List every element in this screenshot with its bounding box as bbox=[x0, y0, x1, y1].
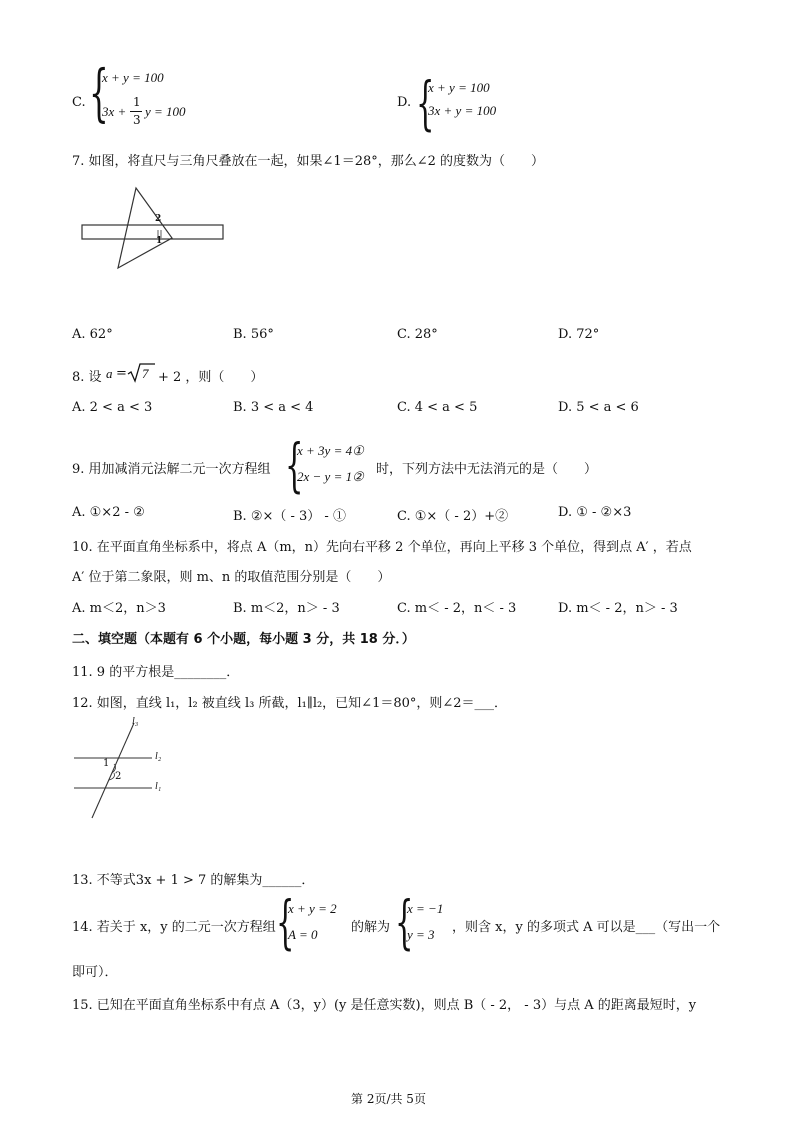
q15-text: 15. 已知在平面直角坐标系中有点 A（3，y）(y 是任意实数)，则点 B（ - 2， - 3）与点 A 的距离最短时，y bbox=[72, 998, 697, 1013]
q6-option-d-brace: { bbox=[416, 69, 435, 137]
q14-system-equation-1: x + y = 2 bbox=[288, 901, 337, 916]
q8-stem-tail: + 2 ，则（ ） bbox=[158, 370, 264, 385]
q8-option-a: A. 2 < a < 3 bbox=[72, 400, 153, 415]
q14-system-equation-2: A = 0 bbox=[288, 927, 318, 942]
q9-option-c: C. ①×（ - 2）+② bbox=[397, 509, 509, 524]
q14-system-brace: { bbox=[276, 888, 295, 956]
q14-suffix: ，则含 x，y 的多项式 A 可以是___（写出一个 bbox=[452, 920, 721, 935]
q9-option-d: D. ① - ②×3 bbox=[558, 505, 632, 520]
page-footer: 第 2页/共 5页 bbox=[351, 1092, 426, 1106]
q8-radicand: 7 bbox=[142, 366, 149, 381]
q8-variable: a bbox=[106, 366, 113, 381]
q12-line-l3-label: l₃ bbox=[132, 716, 139, 727]
q8-option-c: C. 4 < a < 5 bbox=[397, 400, 478, 415]
q6-option-c-fraction-denominator: 3 bbox=[133, 113, 141, 127]
q10-option-a: A. m＜2，n＞3 bbox=[72, 601, 166, 616]
q10-option-c: C. m＜ - 2，n＜ - 3 bbox=[397, 601, 517, 616]
q12-text: 12. 如图，直线 l₁，l₂ 被直线 l₃ 所截，l₁∥l₂，已知∠1＝80°，则∠2＝___． bbox=[72, 696, 508, 711]
q7-angle-1-label: 1 bbox=[156, 236, 163, 246]
q14-prefix: 14. 若关于 x，y 的二元一次方程组 bbox=[72, 920, 276, 935]
q6-option-c-fraction-numerator: 1 bbox=[133, 95, 141, 109]
q14-solution-y: y = 3 bbox=[407, 927, 435, 942]
q8-option-d: D. 5 < a < 6 bbox=[558, 400, 639, 415]
q6-option-c-equation-2-left: 3x + bbox=[102, 104, 127, 119]
q6-option-c-brace: { bbox=[89, 56, 109, 129]
q9-stem-prefix: 9. 用加减消元法解二元一次方程组 bbox=[72, 462, 271, 477]
q6-option-c-equation-1: x + y = 100 bbox=[102, 70, 164, 85]
q7-option-b: B. 56° bbox=[233, 327, 274, 342]
q14-solution-brace: { bbox=[395, 888, 414, 956]
q6-option-c-equation-2-right: y = 100 bbox=[145, 104, 186, 119]
q6-option-d-equation-1: x + y = 100 bbox=[428, 80, 490, 95]
q9-equation-1: x + 3y = 4① bbox=[297, 443, 364, 458]
q8-stem-prefix: 8. 设 bbox=[72, 370, 102, 385]
q12-line-l1-label: l₁ bbox=[155, 781, 162, 792]
q10-stem-line-2: A′ 位于第二象限，则 m、n 的取值范围分别是（ ） bbox=[72, 570, 391, 585]
q6-option-c-label: C. bbox=[72, 95, 86, 110]
q7-angle-2-label: 2 bbox=[155, 214, 162, 224]
q8-equals: = bbox=[116, 366, 127, 381]
q7-option-a: A. 62° bbox=[72, 327, 113, 342]
q11-text: 11. 9 的平方根是________． bbox=[72, 665, 240, 680]
q8-option-b: B. 3 < a < 4 bbox=[233, 400, 314, 415]
q7-option-c: C. 28° bbox=[397, 327, 438, 342]
section-2-title: 二、填空题（本题有 6 个小题，每小题 3 分，共 18 分．） bbox=[72, 632, 415, 647]
q12-parallel-lines-figure bbox=[74, 718, 204, 823]
q14-line-2: 即可）． bbox=[72, 965, 118, 980]
q9-option-a: A. ①×2 - ② bbox=[72, 505, 145, 520]
q7-ruler-triangle-figure bbox=[78, 180, 233, 280]
q10-option-b: B. m＜2，n＞ - 3 bbox=[233, 601, 340, 616]
q13-text: 13. 不等式3x + 1 > 7 的解集为______． bbox=[72, 873, 315, 888]
q14-middle: 的解为 bbox=[351, 920, 391, 935]
q9-stem-suffix: 时，下列方法中无法消元的是（ ） bbox=[376, 462, 598, 477]
q10-option-d: D. m＜ - 2，n＞ - 3 bbox=[558, 601, 678, 616]
q12-angle-1-label: 1 bbox=[103, 758, 110, 769]
q9-option-b: B. ②×（ - 3） - ① bbox=[233, 509, 346, 524]
q12-angle-2-label: 2 bbox=[115, 771, 122, 782]
q14-solution-x: x = −1 bbox=[407, 901, 444, 916]
q9-equation-2: 2x − y = 1② bbox=[297, 469, 364, 484]
q6-option-d-equation-2: 3x + y = 100 bbox=[428, 103, 497, 118]
q12-line-l2-label: l₂ bbox=[155, 751, 162, 762]
q9-system-brace: { bbox=[285, 431, 304, 499]
q7-stem: 7. 如图，将直尺与三角尺叠放在一起，如果∠1＝28°，那么∠2 的度数为（ ） bbox=[72, 154, 545, 169]
q10-stem-line-1: 10. 在平面直角坐标系中，将点 A（m，n）先向右平移 2 个单位，再向上平移 3 个单位，得到点 A′ ，若点 bbox=[72, 540, 692, 555]
q6-option-c-fraction-bar bbox=[130, 111, 142, 112]
q7-option-d: D. 72° bbox=[558, 327, 600, 342]
q6-option-d-label: D. bbox=[397, 95, 412, 110]
